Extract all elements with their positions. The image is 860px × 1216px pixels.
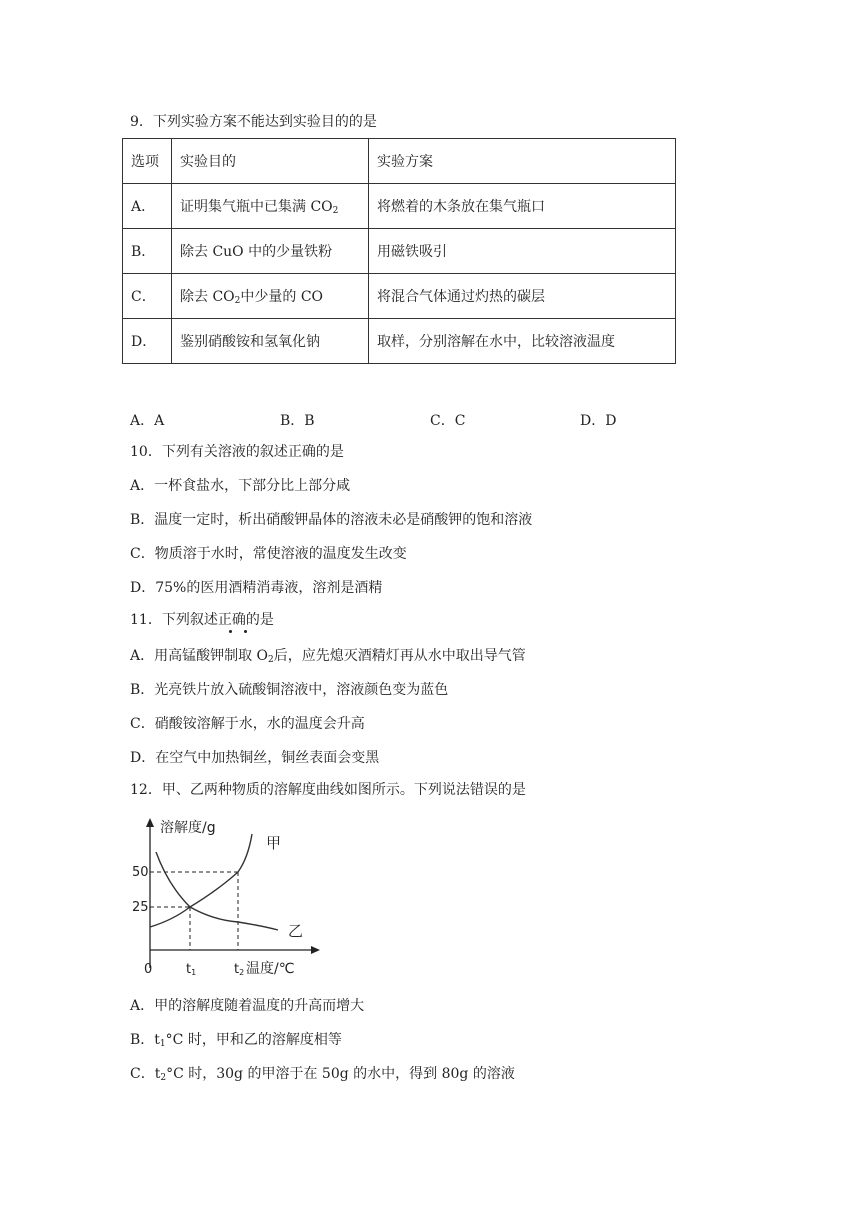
header-plan: 实验方案 xyxy=(369,139,676,184)
solubility-chart xyxy=(118,810,328,980)
row-option: C． xyxy=(123,274,172,319)
emphasis-dot xyxy=(229,630,232,633)
q9-choice-a: A．A xyxy=(130,413,165,429)
q10-option-b: B．温度一定时，析出硝酸钾晶体的溶液未必是硝酸钾的饱和溶液 xyxy=(130,512,533,528)
q10-stem: 10．下列有关溶液的叙述正确的是 xyxy=(130,444,344,460)
table-row xyxy=(123,229,676,274)
row-option: B． xyxy=(123,229,172,274)
row-purpose: 证明集气瓶中已集满 $CO_2$ xyxy=(172,184,369,229)
q11-option-d: D．在空气中加热铜丝，铜丝表面会变黑 xyxy=(130,750,380,766)
origin-label: 0 xyxy=(144,962,153,977)
y-tick-label: 25 xyxy=(132,900,149,915)
q10-option-d: D．75%的医用酒精消毒液，溶剂是酒精 xyxy=(130,580,383,596)
row-purpose: 除去 CuO 中的少量铁粉 xyxy=(172,229,369,274)
x-axis-arrow-icon xyxy=(311,946,320,954)
q12-option-b: B．$t_1^\circ C$ 时，甲和乙的溶解度相等 xyxy=(130,1032,342,1049)
y-tick-label: 50 xyxy=(132,865,149,880)
header-purpose: 实验目的 xyxy=(172,139,369,184)
series-yi-label: 乙 xyxy=(288,922,304,940)
row-plan: 取样，分别溶解在水中，比较溶液温度 xyxy=(369,319,676,364)
q12-option-c: C．$t_2^\circ C$ 时，30g 的甲溶于在 50g 的水中，得到 80g 的溶液 xyxy=(130,1066,515,1083)
table-row xyxy=(123,319,676,364)
q10-option-a: A．一杯食盐水，下部分比上部分咸 xyxy=(130,478,351,494)
q11-option-c: C．硝酸铵溶解于水，水的温度会升高 xyxy=(130,716,365,732)
table-row xyxy=(123,184,676,229)
row-option: A． xyxy=(123,184,172,229)
row-purpose: 鉴别硝酸铵和氢氧化钠 xyxy=(172,319,369,364)
x-tick-label: t1 xyxy=(186,962,197,977)
q9-choice-b: B．B xyxy=(280,413,315,429)
series-yi-line xyxy=(156,852,278,930)
y-axis-label: 溶解度/g xyxy=(160,820,216,836)
row-plan: 将混合气体通过灼热的碳层 xyxy=(369,274,676,319)
row-purpose: 除去 $CO_2$中少量的 CO xyxy=(172,274,369,319)
q11-option-b: B．光亮铁片放入硫酸铜溶液中，溶液颜色变为蓝色 xyxy=(130,682,449,698)
series-jia-label: 甲 xyxy=(266,834,282,852)
row-plan: 用磁铁吸引 xyxy=(369,229,676,274)
q11-stem: 11．下列叙述正确的是 xyxy=(130,612,274,628)
y-axis-arrow-icon xyxy=(146,818,154,827)
emphasis-dot xyxy=(244,630,247,633)
header-option: 选项 xyxy=(123,139,172,184)
q12-stem: 12．甲、乙两种物质的溶解度曲线如图所示。下列说法错误的是 xyxy=(130,782,526,798)
q9-choice-d: D．D xyxy=(580,413,617,429)
q10-option-c: C．物质溶于水时，常使溶液的温度发生改变 xyxy=(130,546,407,562)
table-header-row xyxy=(123,139,676,184)
row-option: D． xyxy=(123,319,172,364)
x-axis-label: 温度/℃ xyxy=(246,961,295,977)
q12-option-a: A．甲的溶解度随着温度的升高而增大 xyxy=(130,998,365,1014)
q9-table xyxy=(122,138,676,364)
q9-stem: 9．下列实验方案不能达到实验目的的是 xyxy=(130,114,377,130)
table-row xyxy=(123,274,676,319)
x-tick-label: t2 xyxy=(234,962,245,977)
row-plan: 将燃着的木条放在集气瓶口 xyxy=(369,184,676,229)
q11-option-a: A．用高锰酸钾制取 $O_2$后，应先熄灭酒精灯再从水中取出导气管 xyxy=(130,648,526,665)
q9-choice-c: C．C xyxy=(430,413,466,429)
